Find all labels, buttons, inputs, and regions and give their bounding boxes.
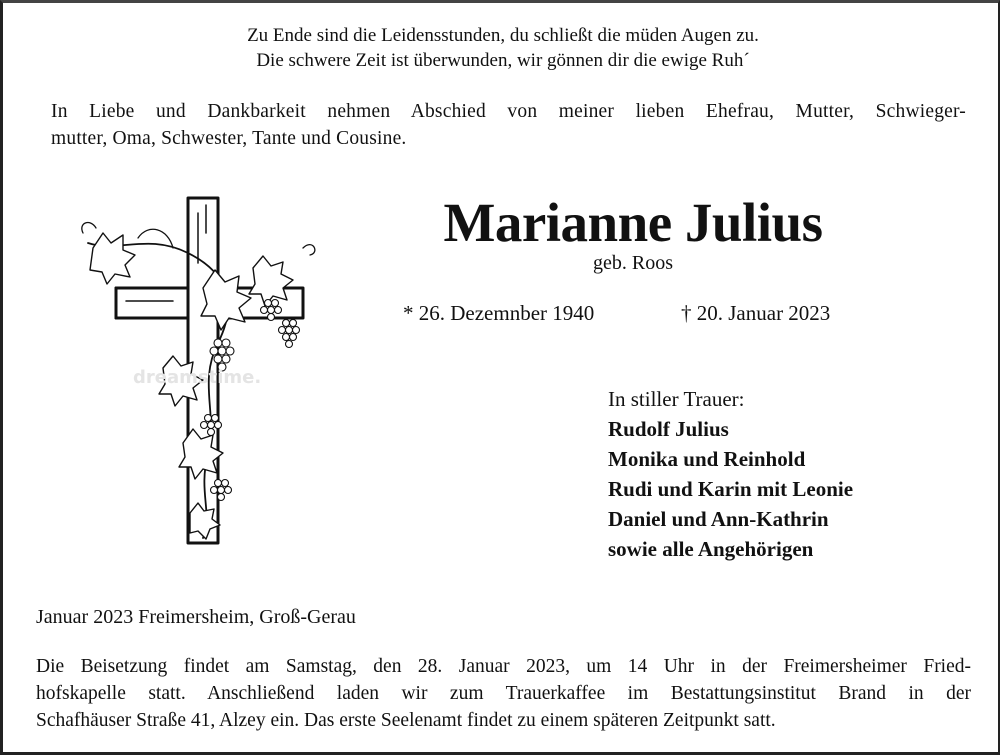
funeral-line-3: Schafhäuser Straße 41, Alzey ein. Das erste Seelenamt findet zu einem späteren Zeitpunkt satt. [36,710,776,731]
funeral-line-2: hofskapelle statt. Anschließend laden wir zum Trauerkaffee im Bestattungsinstitut Brand in der [36,683,971,704]
poem-line-1: Zu Ende sind die Leidensstunden, du schließt die müden Augen zu. [247,25,759,46]
intro-line-2: mutter, Oma, Schwester, Tante und Cousine. [51,128,407,149]
mourner-name: Monika und Reinhold [608,447,806,471]
place-date: Januar 2023 Freimersheim, Groß-Gerau [36,606,356,628]
mourners-list [608,384,853,564]
mourner-name: Daniel und Ann-Kathrin [608,507,829,531]
intro-text [51,98,966,152]
death-date: † 20. Januar 2023 [681,301,831,325]
funeral-line-1: Die Beisetzung findet am Samstag, den 28. Januar 2023, um 14 Uhr in der Freimersheimer Fried- [36,656,971,677]
mourners-heading: In stiller Trauer: [608,387,745,411]
cross-with-grapevine-icon [78,193,323,553]
funeral-details [36,653,971,734]
intro-line-1: In Liebe und Dankbarkeit nehmen Abschied von meiner lieben Ehefrau, Mutter, Schwieger- [51,101,966,122]
watermark: dreamstime. [133,367,262,388]
mourner-name: Rudi und Karin mit Leonie [608,477,854,501]
poem [3,23,1000,73]
mourner-name: Rudolf Julius [608,417,729,441]
mourner-name: sowie alle Angehörigen [608,537,814,561]
birth-date: * 26. Dezemnber 1940 [403,301,595,325]
maiden-name: geb. Roos [593,252,673,274]
deceased-name: Marianne Julius [443,192,823,253]
poem-line-2: Die schwere Zeit ist überwunden, wir gönnen dir die ewige Ruh´ [256,50,750,71]
